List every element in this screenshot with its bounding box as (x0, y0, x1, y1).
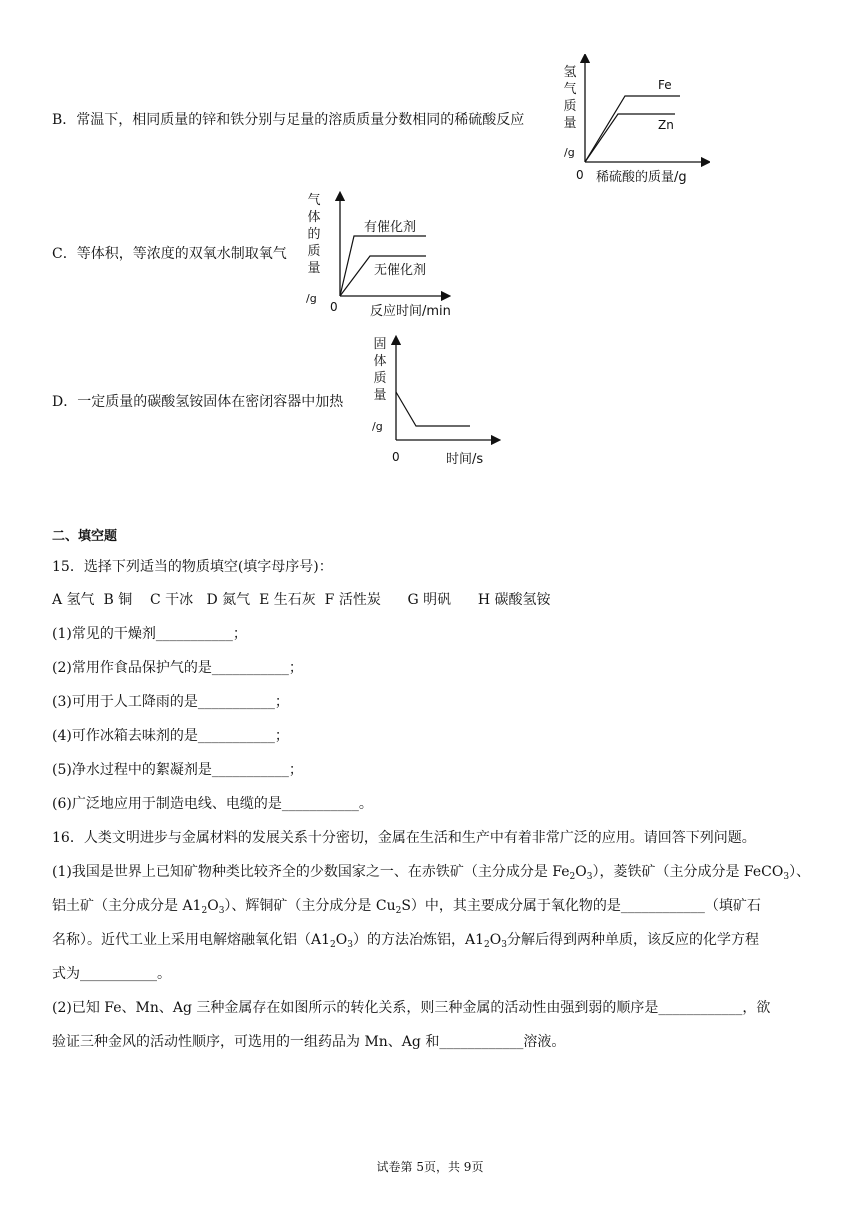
q16-p2-line1: (2)已知 Fe、Mn、Ag 三种金属存在如图所示的转化关系，则三种金属的活动性由强到弱的顺序是____________，欲 (52, 1000, 771, 1016)
chart-c (304, 190, 474, 322)
page-footer: 试卷第 5页，共 9页 (376, 1160, 484, 1174)
q16-p2-line2: 验证三种金风的活动性顺序，可选用的一组药品为 Mn、Ag 和____________溶液。 (52, 1034, 566, 1050)
chart-d-origin: 0 (392, 450, 400, 464)
chart-b-series-zn-label: Zn (658, 118, 674, 132)
q15-choices: A 氢气 B 铜 C 干冰 D 氮气 E 生石灰 F 活性炭 G 明矾 H 碳酸氢铵 (52, 592, 551, 608)
q16-p1-line2: 铝土矿（主分成分是 $A1_2O_3$）、辉铜矿（主分成分是 $Cu_2S$）中，其主要成分属于氧化物的是____________（填矿石 (52, 898, 761, 916)
chart-d (366, 334, 506, 468)
chart-c-yunit: /g (306, 292, 317, 305)
q15-item-5: (5)净水过程中的絮凝剂是___________； (52, 762, 303, 778)
chart-c-series-nocatalyst-label: 无催化剂 (374, 263, 427, 278)
chart-c-series-catalyst-label: 有催化剂 (364, 220, 417, 235)
option-c-text: C．等体积，等浓度的双氧水制取氧气 (52, 246, 287, 262)
chart-b-series-fe-label: Fe (658, 78, 672, 92)
chart-d-yunit: /g (372, 420, 383, 433)
chart-d-solid-mass-line (396, 392, 470, 426)
chart-c-ylabel: 气体的质量 (307, 193, 321, 276)
option-b-text: B．常温下，相同质量的锌和铁分别与足量的溶质质量分数相同的稀硫酸反应 (52, 112, 525, 128)
chart-c-origin: 0 (330, 300, 338, 314)
q15-item-2: (2)常用作食品保护气的是___________； (52, 660, 303, 676)
chart-b-xlabel: 稀硫酸的质量/g (596, 170, 687, 185)
q15-item-6: (6)广泛地应用于制造电线、电缆的是___________。 (52, 796, 373, 812)
chart-d-ylabel: 固体质量 (373, 337, 387, 403)
q15-item-1: (1)常见的干燥剂___________； (52, 626, 247, 642)
q15-item-4: (4)可作冰箱去味剂的是___________； (52, 728, 289, 744)
chart-b-origin: 0 (576, 168, 584, 182)
chart-d-xlabel: 时间/s (446, 452, 484, 467)
q16-p1-line4: 式为___________。 (52, 966, 171, 982)
section-title: 二、填空题 (52, 529, 118, 544)
q16-p1-line1: (1)我国是世界上已知矿物种类比较齐全的少数国家之一、在赤铁矿（主分成分是 $Fe_2O_3$），菱铁矿（主分成分是 FeCO$_3$）、 (52, 864, 811, 882)
q16-p1-line3: 名称）。近代工业上采用电解熔融氧化铝$(A1_2O_3)$的方法冶炼铝，$A1_2O_3$分解后得到两种单质，该反应的化学方程 (52, 932, 759, 950)
q15-item-3: (3)可用于人工降雨的是___________； (52, 694, 289, 710)
chart-c-xlabel: 反应时间/min (370, 304, 451, 319)
chart-b (560, 54, 710, 189)
q16-stem: 16．人类文明进步与金属材料的发展关系十分密切，金属在生活和生产中有着非常广泛的应用。请回答下列问题。 (52, 830, 756, 846)
option-d-text: D．一定质量的碳酸氢铵固体在密闭容器中加热 (52, 394, 344, 410)
q15-stem: 15．选择下列适当的物质填空(填字母序号)： (52, 559, 333, 575)
chart-b-yunit: /g (564, 146, 575, 159)
chart-b-ylabel: 氢气质量 (563, 65, 577, 131)
